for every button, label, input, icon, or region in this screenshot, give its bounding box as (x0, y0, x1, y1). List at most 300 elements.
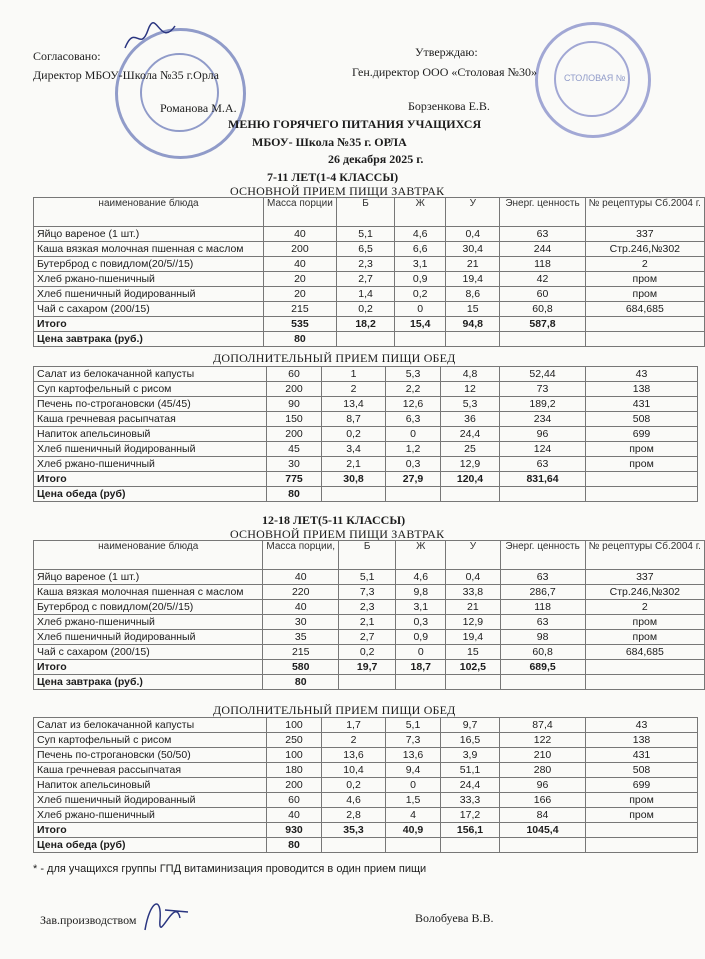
cell-name: Каша гречневая расыпчатая (34, 412, 267, 427)
cell-r: пром (586, 457, 698, 472)
cell-r: 431 (586, 748, 698, 763)
cell-name: Бутерброд с повидлом(20/5//15) (34, 600, 263, 615)
table-row (34, 748, 698, 763)
price-u (446, 675, 500, 690)
cell-name: Яйцо вареное (1 шт.) (34, 570, 263, 585)
cell-zh: 3,1 (396, 600, 446, 615)
price-mass: 80 (267, 838, 322, 853)
group2-breakfast-title: ОСНОВНОЙ ПРИЕМ ПИЩИ ЗАВТРАК (230, 527, 445, 541)
cell-b: 0,2 (322, 427, 386, 442)
cell-r: 508 (586, 763, 698, 778)
total-e: 689,5 (500, 660, 585, 675)
cell-u: 8,6 (446, 287, 500, 302)
table-row (34, 808, 698, 823)
table-row (34, 367, 698, 382)
group1-lunch-title: ДОПОЛНИТЕЛЬНЫЙ ПРИЕМ ПИЩИ ОБЕД (213, 351, 456, 365)
total-b: 35,3 (322, 823, 386, 838)
cell-e: 280 (500, 763, 586, 778)
column-header-b: Б (336, 198, 394, 227)
cell-b: 2,3 (338, 600, 395, 615)
total-name: Итого (34, 472, 267, 487)
group1-title: 7-11 ЛЕТ(1-4 КЛАССЫ) (267, 170, 399, 184)
cell-r: 138 (586, 733, 698, 748)
cell-r: 2 (585, 600, 704, 615)
cell-mass: 200 (264, 242, 337, 257)
footnote: * - для учащихся группы ГПД витаминизация проводится в один прием пищи (33, 863, 427, 875)
cell-r: пром (585, 287, 704, 302)
left-signature (120, 18, 180, 58)
cell-b: 7,3 (338, 585, 395, 600)
cell-u: 30,4 (446, 242, 500, 257)
total-mass: 930 (267, 823, 322, 838)
table-header-row (34, 541, 705, 570)
cell-e: 166 (500, 793, 586, 808)
group2-title: 12-18 ЛЕТ(5-11 КЛАССЫ) (262, 513, 406, 527)
cell-zh: 0 (396, 645, 446, 660)
column-header-zh: Ж (396, 541, 446, 570)
cell-r: пром (586, 808, 698, 823)
cell-name: Каша гречневая рассыпчатая (34, 763, 267, 778)
cell-u: 33,3 (441, 793, 500, 808)
column-header-u: У (446, 198, 500, 227)
cell-zh: 5,3 (386, 367, 441, 382)
table-row (34, 615, 705, 630)
total-b: 30,8 (322, 472, 386, 487)
total-zh: 40,9 (386, 823, 441, 838)
menu-title: МЕНЮ ГОРЯЧЕГО ПИТАНИЯ УЧАЩИХСЯ (228, 117, 482, 131)
cell-e: 60,8 (500, 302, 585, 317)
cell-mass: 200 (267, 427, 322, 442)
price-u (441, 838, 500, 853)
cell-zh: 0 (386, 427, 441, 442)
table-row (34, 457, 698, 472)
price-name: Цена завтрака (руб.) (34, 675, 263, 690)
cell-mass: 40 (264, 257, 337, 272)
footer-name: Волобуева В.В. (415, 911, 494, 925)
cell-zh: 13,6 (386, 748, 441, 763)
cell-mass: 30 (263, 615, 339, 630)
cell-zh: 0,3 (396, 615, 446, 630)
table-row (34, 427, 698, 442)
cell-name: Суп картофельный с рисом (34, 382, 267, 397)
cell-mass: 45 (267, 442, 322, 457)
cell-b: 8,7 (322, 412, 386, 427)
table-row (34, 227, 705, 242)
table-row (34, 442, 698, 457)
group1-breakfast-title: ОСНОВНОЙ ПРИЕМ ПИЩИ ЗАВТРАК (230, 184, 445, 198)
cell-e: 118 (500, 257, 585, 272)
cell-r: Стр.246,№302 (585, 585, 704, 600)
price-u (441, 487, 500, 502)
cell-name: Хлеб пшеничный йодированный (34, 793, 267, 808)
price-e (500, 332, 585, 347)
total-b: 19,7 (338, 660, 395, 675)
cell-mass: 90 (267, 397, 322, 412)
cell-mass: 100 (267, 748, 322, 763)
table-row (34, 570, 705, 585)
cell-r: пром (586, 793, 698, 808)
cell-name: Напиток апельсиновый (34, 778, 267, 793)
cell-e: 87,4 (500, 718, 586, 733)
cell-name: Каша вязкая молочная пшенная с маслом (34, 242, 264, 257)
price-b (338, 675, 395, 690)
total-r (585, 317, 704, 332)
cell-e: 63 (500, 615, 585, 630)
cell-u: 0,4 (446, 227, 500, 242)
cell-e: 286,7 (500, 585, 585, 600)
total-e: 1045,4 (500, 823, 586, 838)
cell-b: 2,7 (338, 630, 395, 645)
cell-u: 25 (441, 442, 500, 457)
table-row (34, 257, 705, 272)
cell-u: 9,7 (441, 718, 500, 733)
approve-label: Утверждаю: (415, 45, 478, 59)
table-row (34, 733, 698, 748)
cell-u: 15 (446, 645, 500, 660)
price-row (34, 487, 698, 502)
price-name: Цена обеда (руб) (34, 838, 267, 853)
cell-b: 1,4 (336, 287, 394, 302)
cell-b: 2,8 (322, 808, 386, 823)
price-mass: 80 (264, 332, 337, 347)
total-row (34, 660, 705, 675)
total-row (34, 472, 698, 487)
cell-b: 1,7 (322, 718, 386, 733)
cell-mass: 20 (264, 272, 337, 287)
cell-mass: 180 (267, 763, 322, 778)
approve-name: Борзенкова Е.В. (408, 99, 490, 113)
price-mass: 80 (263, 675, 339, 690)
cell-r: пром (586, 442, 698, 457)
cell-b: 5,1 (338, 570, 395, 585)
total-u: 102,5 (446, 660, 500, 675)
cell-u: 16,5 (441, 733, 500, 748)
cell-e: 244 (500, 242, 585, 257)
cell-zh: 0 (395, 302, 446, 317)
cell-name: Хлеб пшеничный йодированный (34, 287, 264, 302)
group2-lunch-title: ДОПОЛНИТЕЛЬНЫЙ ПРИЕМ ПИЩИ ОБЕД (213, 703, 456, 717)
cell-e: 63 (500, 570, 585, 585)
column-header-name: наименование блюда (34, 198, 264, 227)
table-row (34, 718, 698, 733)
cell-zh: 2,2 (386, 382, 441, 397)
table-header-row (34, 198, 705, 227)
cell-e: 73 (500, 382, 586, 397)
bottom-signature (140, 890, 195, 935)
cell-name: Салат из белокачанной капусты (34, 718, 267, 733)
cell-zh: 0,9 (396, 630, 446, 645)
price-row (34, 838, 698, 853)
price-row (34, 675, 705, 690)
cell-zh: 0,9 (395, 272, 446, 287)
group2-breakfast-table (33, 540, 705, 690)
cell-u: 21 (446, 257, 500, 272)
cell-u: 12,9 (441, 457, 500, 472)
cell-zh: 6,3 (386, 412, 441, 427)
cell-e: 189,2 (500, 397, 586, 412)
cell-r: Стр.246,№302 (585, 242, 704, 257)
price-r (586, 487, 698, 502)
cell-r: пром (585, 615, 704, 630)
total-zh: 18,7 (396, 660, 446, 675)
price-zh (396, 675, 446, 690)
total-u: 156,1 (441, 823, 500, 838)
cell-u: 21 (446, 600, 500, 615)
cell-r: 337 (585, 227, 704, 242)
cell-zh: 0 (386, 778, 441, 793)
cell-r: 43 (586, 367, 698, 382)
cell-name: Бутерброд с повидлом(20/5//15) (34, 257, 264, 272)
cell-mass: 100 (267, 718, 322, 733)
cell-r: 684,685 (585, 645, 704, 660)
cell-name: Хлеб ржано-пшеничный (34, 272, 264, 287)
cell-r: 508 (586, 412, 698, 427)
price-b (322, 487, 386, 502)
cell-b: 2,7 (336, 272, 394, 287)
total-u: 94,8 (446, 317, 500, 332)
price-u (446, 332, 500, 347)
cell-mass: 220 (263, 585, 339, 600)
cell-b: 2,1 (338, 615, 395, 630)
cell-name: Напиток апельсиновый (34, 427, 267, 442)
total-r (586, 472, 698, 487)
approve-position: Ген.директор ООО «Столовая №30» (352, 65, 537, 79)
column-header-energy: Энерг. ценность (500, 541, 585, 570)
cell-b: 2,3 (336, 257, 394, 272)
cell-name: Каша вязкая молочная пшенная с маслом (34, 585, 263, 600)
cell-u: 4,8 (441, 367, 500, 382)
table-row (34, 272, 705, 287)
cell-name: Хлеб ржано-пшеничный (34, 457, 267, 472)
column-header-energy: Энерг. ценность (500, 198, 585, 227)
cell-u: 24,4 (441, 778, 500, 793)
total-mass: 775 (267, 472, 322, 487)
agreed-position: Директор МБОУ-Школа №35 г.Орла (33, 68, 219, 82)
cell-r: 138 (586, 382, 698, 397)
cell-u: 12 (441, 382, 500, 397)
price-e (500, 487, 586, 502)
cell-r: 699 (586, 427, 698, 442)
price-e (500, 838, 586, 853)
table-row (34, 412, 698, 427)
cell-zh: 0,3 (386, 457, 441, 472)
column-header-b: Б (338, 541, 395, 570)
cell-e: 60 (500, 287, 585, 302)
cell-zh: 9,4 (386, 763, 441, 778)
price-name: Цена завтрака (руб.) (34, 332, 264, 347)
total-name: Итого (34, 317, 264, 332)
cell-b: 2 (322, 733, 386, 748)
cell-zh: 5,1 (386, 718, 441, 733)
table-row (34, 793, 698, 808)
cell-b: 1 (322, 367, 386, 382)
cell-u: 17,2 (441, 808, 500, 823)
cell-mass: 40 (263, 600, 339, 615)
cell-b: 2 (322, 382, 386, 397)
column-header-mass2: Масса порции, (263, 541, 339, 570)
cell-u: 24,4 (441, 427, 500, 442)
cell-mass: 20 (264, 287, 337, 302)
cell-e: 96 (500, 778, 586, 793)
total-zh: 27,9 (386, 472, 441, 487)
cell-mass: 40 (267, 808, 322, 823)
cell-mass: 215 (263, 645, 339, 660)
school-title: МБОУ- Школа №35 г. ОРЛА (252, 135, 407, 149)
cell-name: Печень по-строгановски (45/45) (34, 397, 267, 412)
total-name: Итого (34, 660, 263, 675)
cell-zh: 1,5 (386, 793, 441, 808)
cell-b: 6,5 (336, 242, 394, 257)
cell-e: 63 (500, 457, 586, 472)
cell-r: 43 (586, 718, 698, 733)
table-row (34, 600, 705, 615)
cell-u: 0,4 (446, 570, 500, 585)
price-name: Цена обеда (руб) (34, 487, 267, 502)
price-zh (395, 332, 446, 347)
table-row (34, 630, 705, 645)
total-e: 587,8 (500, 317, 585, 332)
total-mass: 580 (263, 660, 339, 675)
cell-zh: 9,8 (396, 585, 446, 600)
table-row (34, 397, 698, 412)
cell-e: 210 (500, 748, 586, 763)
column-header-name: наименование блюда (34, 541, 263, 570)
cell-zh: 0,2 (395, 287, 446, 302)
cell-e: 52,44 (500, 367, 586, 382)
cell-name: Хлеб пшеничный йодированный (34, 442, 267, 457)
cell-mass: 35 (263, 630, 339, 645)
cell-zh: 12,6 (386, 397, 441, 412)
total-u: 120,4 (441, 472, 500, 487)
group1-breakfast-table (33, 197, 705, 347)
price-mass: 80 (267, 487, 322, 502)
table-row (34, 645, 705, 660)
cell-name: Хлеб пшеничный йодированный (34, 630, 263, 645)
cell-zh: 3,1 (395, 257, 446, 272)
cell-mass: 60 (267, 367, 322, 382)
total-row (34, 823, 698, 838)
price-r (586, 838, 698, 853)
table-row (34, 585, 705, 600)
cell-r: 431 (586, 397, 698, 412)
cell-name: Печень по-строгановски (50/50) (34, 748, 267, 763)
canteen-seal-text: СТОЛОВАЯ № (564, 73, 626, 83)
menu-date: 26 декабря 2025 г. (328, 152, 424, 166)
cell-b: 2,1 (322, 457, 386, 472)
total-zh: 15,4 (395, 317, 446, 332)
cell-b: 0,2 (338, 645, 395, 660)
price-b (322, 838, 386, 853)
cell-mass: 215 (264, 302, 337, 317)
cell-e: 118 (500, 600, 585, 615)
cell-u: 5,3 (441, 397, 500, 412)
cell-mass: 250 (267, 733, 322, 748)
column-header-recipe: № рецептуры Сб.2004 г. (585, 198, 704, 227)
cell-mass: 150 (267, 412, 322, 427)
canteen-seal (535, 22, 651, 138)
price-row (34, 332, 705, 347)
cell-e: 60,8 (500, 645, 585, 660)
cell-mass: 30 (267, 457, 322, 472)
price-r (585, 332, 704, 347)
total-b: 18,2 (336, 317, 394, 332)
cell-e: 98 (500, 630, 585, 645)
cell-e: 63 (500, 227, 585, 242)
total-r (586, 823, 698, 838)
cell-b: 0,2 (322, 778, 386, 793)
total-r (585, 660, 704, 675)
price-b (336, 332, 394, 347)
cell-u: 33,8 (446, 585, 500, 600)
table-row (34, 242, 705, 257)
cell-b: 10,4 (322, 763, 386, 778)
cell-name: Хлеб ржано-пшеничный (34, 615, 263, 630)
price-r (585, 675, 704, 690)
cell-u: 19,4 (446, 630, 500, 645)
total-e: 831,64 (500, 472, 586, 487)
cell-e: 96 (500, 427, 586, 442)
agreed-label: Согласовано: (33, 49, 101, 63)
price-e (500, 675, 585, 690)
table-row (34, 778, 698, 793)
cell-zh: 1,2 (386, 442, 441, 457)
footer-position: Зав.производством (40, 913, 137, 927)
column-header-mass: Масса порции (264, 198, 337, 227)
group1-lunch-table (33, 366, 698, 502)
cell-u: 51,1 (441, 763, 500, 778)
table-row (34, 382, 698, 397)
cell-b: 4,6 (322, 793, 386, 808)
table-row (34, 287, 705, 302)
cell-b: 5,1 (336, 227, 394, 242)
cell-name: Салат из белокачанной капусты (34, 367, 267, 382)
cell-r: 2 (585, 257, 704, 272)
cell-name: Чай с сахаром (200/15) (34, 645, 263, 660)
cell-e: 42 (500, 272, 585, 287)
cell-r: пром (585, 630, 704, 645)
cell-e: 124 (500, 442, 586, 457)
cell-r: 699 (586, 778, 698, 793)
column-header-u: У (446, 541, 500, 570)
price-zh (386, 838, 441, 853)
column-header-recipe: № рецептуры Сб.2004 г. (585, 541, 704, 570)
cell-mass: 60 (267, 793, 322, 808)
agreed-name: Романова М.А. (160, 101, 237, 115)
cell-zh: 4,6 (396, 570, 446, 585)
cell-e: 84 (500, 808, 586, 823)
column-header-zh: Ж (395, 198, 446, 227)
cell-r: 337 (585, 570, 704, 585)
cell-u: 19,4 (446, 272, 500, 287)
cell-b: 13,4 (322, 397, 386, 412)
cell-zh: 4 (386, 808, 441, 823)
cell-mass: 200 (267, 382, 322, 397)
cell-mass: 40 (263, 570, 339, 585)
cell-u: 36 (441, 412, 500, 427)
cell-name: Чай с сахаром (200/15) (34, 302, 264, 317)
cell-name: Суп картофельный с рисом (34, 733, 267, 748)
total-row (34, 317, 705, 332)
cell-zh: 4,6 (395, 227, 446, 242)
cell-mass: 200 (267, 778, 322, 793)
table-row (34, 763, 698, 778)
cell-e: 234 (500, 412, 586, 427)
cell-e: 122 (500, 733, 586, 748)
cell-r: 684,685 (585, 302, 704, 317)
cell-u: 3,9 (441, 748, 500, 763)
group2-lunch-table (33, 717, 698, 853)
cell-b: 3,4 (322, 442, 386, 457)
